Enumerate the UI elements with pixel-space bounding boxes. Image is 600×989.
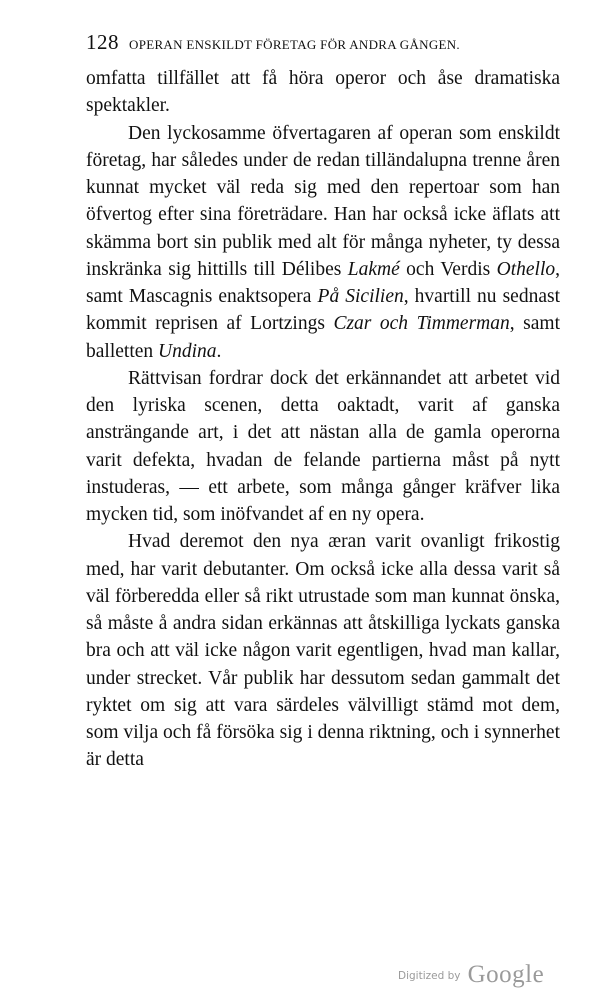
paragraph-2-text-4: , hvartill nu sednast kommit reprisen af Lortzings <box>86 286 560 335</box>
paragraph-2-text-5: , samt balletten <box>86 313 560 362</box>
paragraph-2-text-3: , samt Mascagnis enaktsopera <box>86 258 561 307</box>
title-lakme: Lakmé <box>347 258 400 280</box>
digitized-by-google-watermark <box>398 961 544 989</box>
paragraph-2-text-1: Den lyckosamme öfvertagaren af operan som enskildt företag, har således under de redan tilländalupna trenne åren kunnat mycket väl reda sig med den repertoar som han öfvertog efter sina företrädare. Han har också icke äflats att skämma bort sin publik med alt för många nyheter, ty dessa inskränka sig hittills till Délibes <box>86 122 560 280</box>
running-title: OPERAN ENSKILDT FÖRETAG FÖR ANDRA GÅNGEN. <box>129 37 460 52</box>
paragraph-2-text-2: och Verdis <box>406 258 491 280</box>
title-othello: Othello <box>496 258 556 280</box>
title-pa-sicilien: På Sicilien <box>317 286 404 307</box>
paragraph-4: Hvad deremot den nya æran varit ovanligt frikostig med, har varit debutanter. Om också icke alla dessa varit så väl förberedda eller så rikt utrustade som man kunnat önska, så måste å andra sidan erkännas att åtskilliga lyckats ganska bra och att väl icke någon varit egentligen, hvad man kallar, under strecket. Vår publik har dessutom sedan gammalt det ryktet om sig att vara särdeles välvilligt stämd mot dem, som vilja och få försöka sig i denna riktning, och i synnerhet är detta <box>86 531 560 771</box>
title-undina: Undina <box>158 340 217 362</box>
watermark-prefix: Digitized by <box>398 970 461 982</box>
text-body <box>86 65 560 774</box>
running-head <box>86 30 566 55</box>
page-number: 128 <box>86 30 119 54</box>
paragraph-2 <box>86 120 560 365</box>
google-logo: Google <box>467 961 545 988</box>
paragraph-2-text-6: . <box>216 340 222 362</box>
title-czar-och-timmerman: Czar och Timmerman <box>333 313 510 335</box>
paragraph-3: Rättvisan fordrar dock det erkännandet att arbetet vid den lyriska scenen, detta oaktadt, varit af ganska ansträngande art, i det att nästan alla de gamla operorna varit defekta, hvadan de felande partierna måst på nytt instuderas, — ett arbete, som många gånger kräfver lika mycken tid, som inöfvandet af en ny opera. <box>86 367 560 525</box>
paragraph-1: omfatta tillfället att få höra operor och åse dramatiska spektakler. <box>86 68 560 117</box>
